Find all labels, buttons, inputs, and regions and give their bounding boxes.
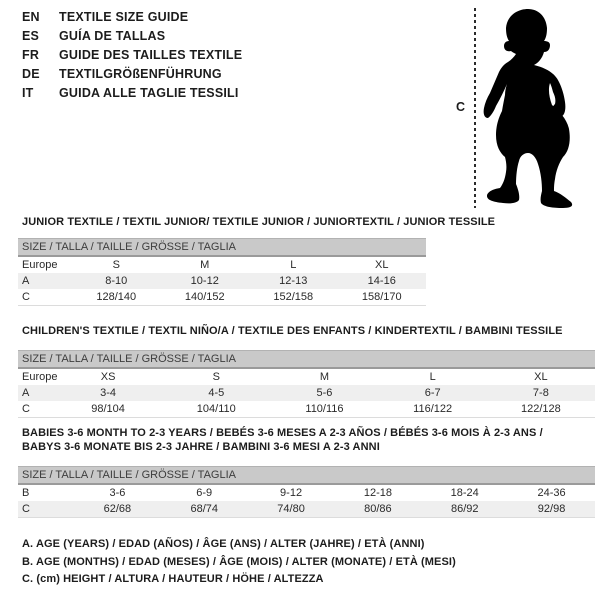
size-cell: 4-5 (208, 387, 225, 399)
language-title: GUIDA ALLE TAGLIE TESSILI (59, 86, 239, 100)
babies-title-line1: BABIES 3-6 MONTH TO 2-3 YEARS / BEBÉS 3-6 MESES A 2-3 AÑOS / BÉBÉS 3-6 MOIS À 2-3 ANS / (22, 427, 543, 439)
size-cell: S (112, 259, 120, 271)
size-cell: 6-9 (196, 487, 213, 499)
language-row-de (22, 65, 242, 84)
language-row-es (22, 27, 242, 46)
size-cell: 110/116 (305, 403, 344, 415)
language-code: ES (22, 29, 40, 43)
language-code: IT (22, 86, 34, 100)
size-cell: 80/86 (364, 503, 392, 515)
size-header-cell: SIZE / TALLA / TAILLE / GRÖSSE / TAGLIA (18, 239, 426, 257)
language-row-it (22, 84, 242, 103)
size-cell: 74/80 (277, 503, 305, 515)
table-row-age (18, 273, 426, 289)
size-cell: 86/92 (450, 503, 479, 515)
size-cell: 18-24 (450, 487, 479, 499)
size-cell: 24-36 (537, 487, 566, 499)
baby-silhouette-icon (483, 6, 598, 210)
babies-table-title (22, 426, 543, 454)
size-cell: 3-6 (109, 487, 126, 499)
size-cell: 12-18 (363, 487, 392, 499)
size-cell: 128/140 (96, 291, 137, 303)
language-title: TEXTILE SIZE GUIDE (59, 10, 189, 24)
footnote-height: C. (cm) HEIGHT / ALTURA / HAUTEUR / HÖHE / ALTEZZA (22, 573, 324, 585)
size-cell: 92/98 (537, 503, 566, 515)
footnote-age-years: A. AGE (YEARS) / EDAD (AÑOS) / ÂGE (ANS) / ALTER (JAHRE) / ETÀ (ANNI) (22, 538, 425, 550)
size-cell: L (429, 371, 436, 383)
language-title: GUÍA DE TALLAS (59, 29, 166, 43)
size-cell: S (212, 371, 220, 383)
size-cell: 7-8 (532, 387, 549, 399)
size-cell: XL (375, 259, 389, 271)
size-cell: 152/158 (273, 291, 314, 303)
size-header-cell: SIZE / TALLA / TAILLE / GRÖSSE / TAGLIA (18, 351, 595, 369)
junior-size-table (18, 238, 426, 306)
size-cell: 3-4 (100, 387, 117, 399)
table-row-height (18, 501, 595, 518)
table-row-europe (18, 256, 426, 273)
size-cell: 140/152 (184, 291, 225, 303)
height-dashed-line (474, 8, 476, 208)
table-row-age (18, 385, 595, 401)
language-title: TEXTILGRÖßENFÜHRUNG (59, 67, 222, 81)
language-title: GUIDE DES TAILLES TEXTILE (59, 48, 243, 62)
row-label-cell: B (22, 487, 30, 499)
size-cell: 104/110 (196, 403, 236, 415)
footnote-age-months: B. AGE (MONTHS) / EDAD (MESES) / ÂGE (MOIS) / ALTER (MONATE) / ETÀ (MESI) (22, 555, 456, 568)
size-cell: M (319, 371, 330, 383)
size-cell: 6-7 (424, 387, 441, 399)
table-header-row (18, 239, 426, 257)
row-label-cell: C (22, 291, 30, 303)
table-header-row (18, 467, 595, 485)
size-cell: 10-12 (190, 275, 219, 287)
table-row-europe (18, 368, 595, 385)
size-cell: 122/128 (520, 403, 561, 415)
size-header-cell: SIZE / TALLA / TAILLE / GRÖSSE / TAGLIA (18, 467, 595, 485)
size-cell: 98/104 (91, 403, 125, 415)
legend-footnotes (22, 536, 456, 589)
language-row-en (22, 8, 242, 27)
size-cell: 9-12 (280, 487, 303, 499)
size-cell: XS (100, 371, 116, 383)
language-title-list (22, 8, 242, 103)
children-size-table (18, 350, 595, 418)
children-table-title: CHILDREN'S TEXTILE / TEXTIL NIÑO/A / TEXTILE DES ENFANTS / KINDERTEXTIL / BAMBINI TESSILE (22, 325, 563, 337)
size-cell: 14-16 (367, 275, 396, 287)
language-code: EN (22, 10, 40, 24)
language-code: DE (22, 67, 40, 81)
row-label-cell: A (22, 275, 30, 287)
size-cell: 5-6 (316, 387, 333, 399)
row-label-cell: C (22, 403, 30, 415)
size-cell: XL (534, 371, 548, 383)
language-row-fr (22, 46, 242, 65)
table-row-height (18, 401, 595, 418)
table-header-row (18, 351, 595, 369)
row-label-cell: Europe (22, 371, 58, 383)
junior-table-title: JUNIOR TEXTILE / TEXTIL JUNIOR/ TEXTILE JUNIOR / JUNIORTEXTIL / JUNIOR TESSILE (22, 216, 496, 228)
row-label-cell: C (22, 503, 30, 515)
babies-size-table (18, 466, 595, 518)
size-cell: M (200, 259, 210, 271)
babies-title-line2: BABYS 3-6 MONATE BIS 2-3 JAHRE / BAMBINI 3-6 MESI A 2-3 ANNI (22, 441, 380, 453)
height-measure-label: C (456, 100, 466, 114)
language-code: FR (22, 48, 40, 62)
table-row-height (18, 289, 426, 306)
table-row-months (18, 484, 595, 501)
size-cell: 62/68 (103, 503, 132, 515)
row-label-cell: A (22, 387, 30, 399)
size-cell: 158/170 (361, 291, 402, 303)
size-cell: 12-13 (279, 275, 308, 287)
row-label-cell: Europe (22, 259, 58, 271)
size-cell: 68/74 (190, 503, 218, 515)
height-measure-figure (450, 0, 600, 215)
size-cell: L (290, 259, 297, 271)
size-cell: 8-10 (105, 275, 128, 287)
size-cell: 116/122 (413, 403, 453, 415)
